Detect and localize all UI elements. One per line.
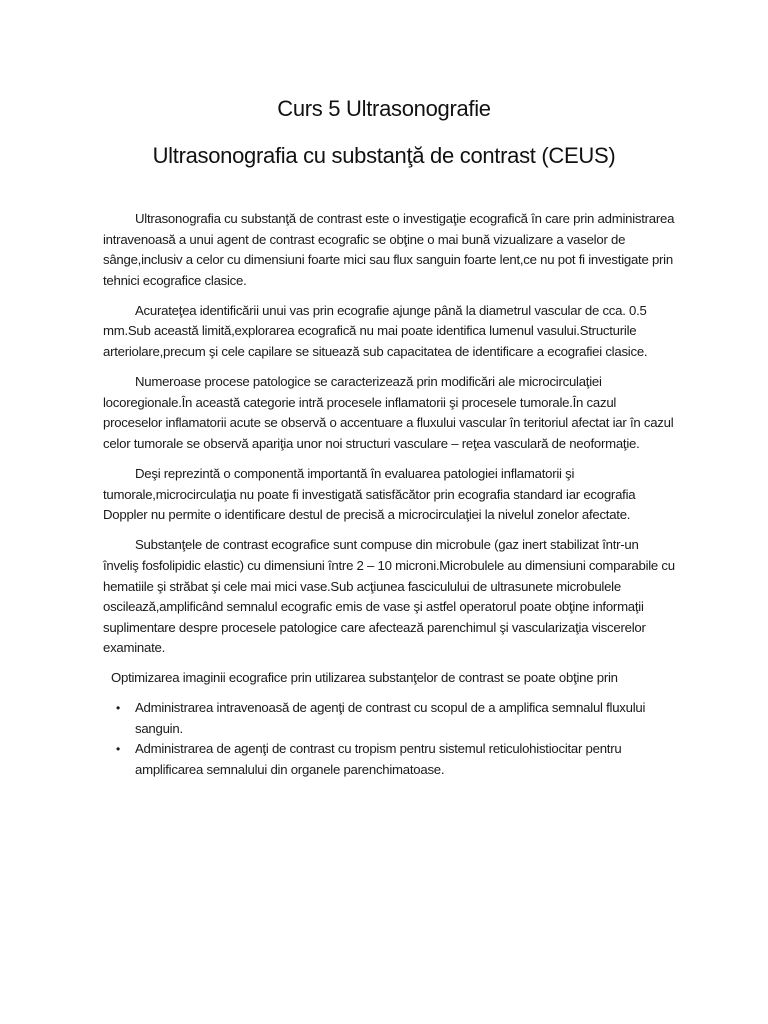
document-body <box>103 209 677 780</box>
paragraph: Acurateţea identificării unui vas prin ecografie ajunge până la diametrul vascular de cca. 0.5 mm.Sub această limită,explorarea ecografică nu mai poate identifica lumenul vasului.Structurile arteriolare,precum şi cele capilare se situează sub capacitatea de identificare a ecografiei clasice. <box>103 302 648 360</box>
list-item-text: Administrarea intravenoasă de agenţi de contrast cu scopul de a amplifica semnalul fluxului sanguin. <box>135 699 646 736</box>
bullet-icon: • <box>116 742 120 757</box>
paragraph: Deşi reprezintă o componentă importantă în evaluarea patologiei inflamatorii şi tumorale,microcirculaţia nu poate fi investigată satisfăcător prin ecografia standard iar ecografia Doppler nu permite o identificare destul de precisă a microcirculaţiei la nivelul zonelor afectate. <box>103 466 636 523</box>
paragraph: Ultrasonografia cu substanţă de contrast este o investigaţie ecografică în care prin administrarea intravenoasă a unui agent de contrast ecografic se obţine o mai bună vizualizare a vaselor de sânge,inclusiv a celor cu dimensiuni foarte mici sau flux sanguin foarte lent,ce nu pot fi investigate prin tehnici ecografice clasice. <box>103 211 675 288</box>
paragraph: Numeroase procese patologice se caracterizează prin modificări ale microcirculaţiei locoregionale.În această categorie intră procesele inflamatorii şi procesele tumorale.În cazul proceselor inflamatorii acute se observă o accentuare a fluxului vascular în teritoriul afectat iar în cazul celor tumorale se observă apariţia unor noi structuri vasculare – reţea vasculară de neoformaţie. <box>103 374 674 451</box>
document-title: Curs 5 Ultrasonografie <box>277 96 491 121</box>
paragraph: Substanţele de contrast ecografice sunt compuse din microbule (gaz inert stabilizat într-un înveliş fosfolipidic elastic) cu dimensiuni între 2 – 10 microni.Microbulele au dimensiuni comparabile cu hematiile şi străbat şi cele mai mici vase.Sub acţiunea fasciculului de ultrasunete microbulele oscilează,amplificând semnalul ecografic emis de vase şi astfel operatorul poate obţine informaţii suplimentare despre procesele patologice care afectează parenchimul şi vascularizaţia viscerelor examinate. <box>103 537 675 656</box>
document-subtitle: Ultrasonografia cu substanţă de contrast (CEUS) <box>152 143 616 168</box>
list-item <box>103 739 677 780</box>
bullet-list <box>103 698 677 780</box>
list-item-text: Administrarea de agenţi de contrast cu tropism pentru sistemul reticulohistiocitar pentru amplificarea semnalului din organele parenchimatoase. <box>135 741 622 777</box>
lead-paragraph: Optimizarea imaginii ecografice prin utilizarea substanţelor de contrast se poate obţine prin <box>111 670 618 686</box>
bullet-icon: • <box>116 700 120 715</box>
list-item <box>103 698 677 739</box>
